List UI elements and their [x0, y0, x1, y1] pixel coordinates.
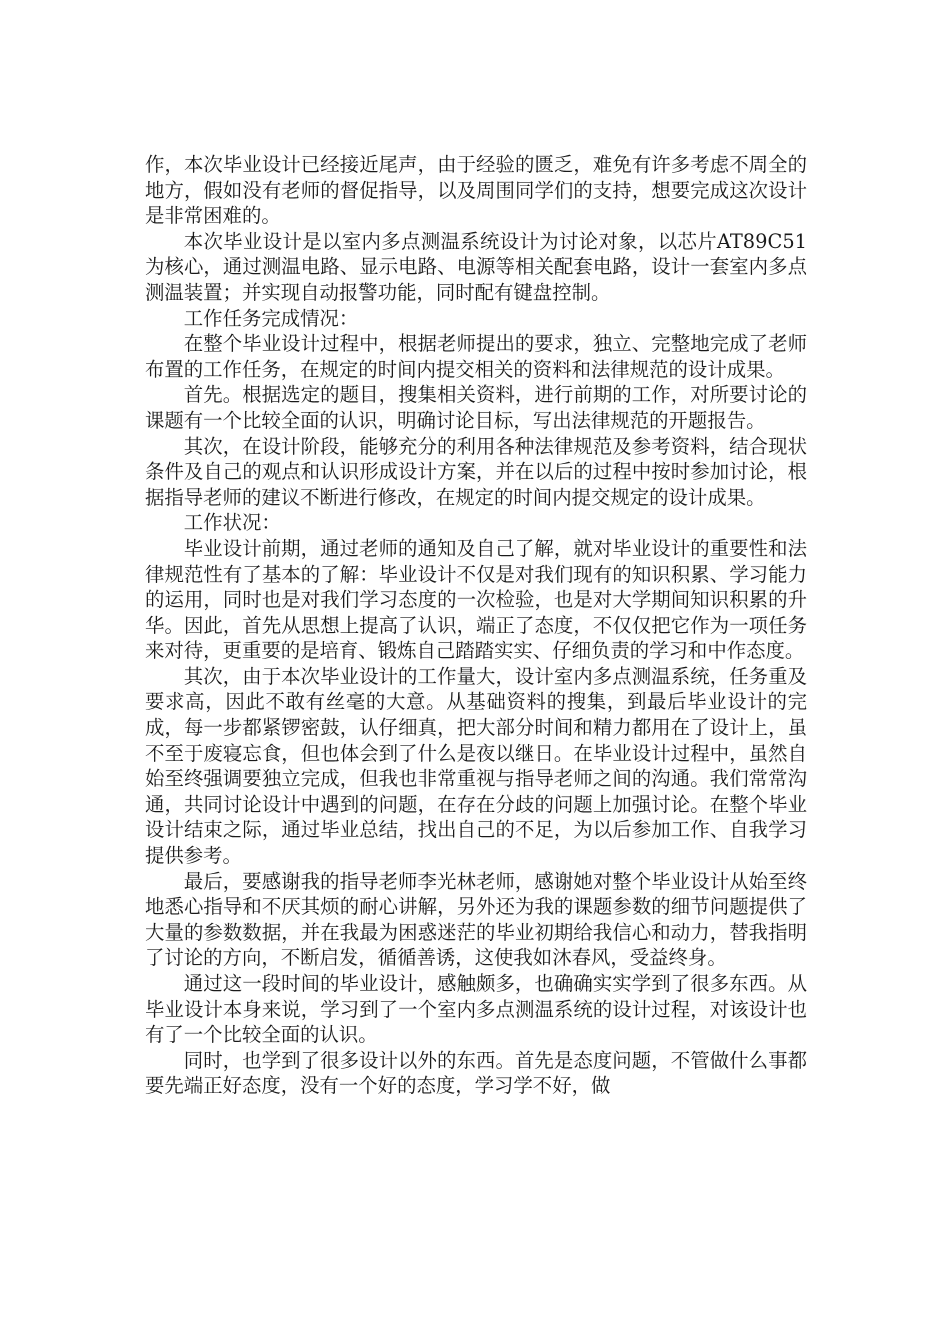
paragraph-task-completion: 在整个毕业设计过程中，根据老师提出的要求，独立、完整地完成了老师布置的工作任务，在规定的时间内提交相关的资料和法律规范的设计成果。 [145, 332, 807, 381]
paragraph-early-stage: 毕业设计前期，通过老师的通知及自己了解，就对毕业设计的重要性和法律规范性有了基本的了解：毕业设计不仅是对我们现有的知识积累、学习能力的运用，同时也是对我们学习态度的一次检验，也是对大学期间知识积累的升华。因此，首先从思想上提高了认识，端正了态度，不仅仅把它作为一项任务来对待，更重要的是培育、锻炼自己踏踏实实、仔细负责的学习和中作态度。 [145, 536, 807, 663]
paragraph-project-overview: 本次毕业设计是以室内多点测温系统设计为讨论对象，以芯片AT89C51为核心，通过测温电路、显示电路、电源等相关配套电路，设计一套室内多点测温装置；并实现自动报警功能，同时配有键盘控制。 [145, 229, 807, 304]
paragraph-first-step: 首先。根据选定的题目，搜集相关资料，进行前期的工作，对所要讨论的课题有一个比较全面的认识，明确讨论目标，写出法律规范的开题报告。 [145, 383, 807, 432]
paragraph-acknowledgement: 最后，要感谢我的指导老师李光林老师，感谢她对整个毕业设计从始至终地悉心指导和不厌其烦的耐心讲解，另外还为我的课题参数的细节问题提供了大量的参数数据，并在我最为困惑迷茫的毕业初期给我信心和动力，替我指明了讨论的方向，不断启发，循循善诱，这使我如沐春风，受益终身。 [145, 869, 807, 970]
paragraph-second-step: 其次，在设计阶段，能够充分的利用各种法律规范及参考资料，结合现状条件及自己的观点和认识形成设计方案，并在以后的过程中按时参加讨论，根据指导老师的建议不断进行修改，在规定的时间内提交规定的设计成果。 [145, 434, 807, 509]
document-body [145, 152, 807, 1099]
paragraph-attitude: 同时，也学到了很多设计以外的东西。首先是态度问题，不管做什么事都要先端正好态度，没有一个好的态度，学习学不好，做 [145, 1048, 807, 1098]
heading-task-completion: 工作任务完成情况： [183, 306, 359, 330]
heading-work-status: 工作状况： [183, 511, 281, 535]
paragraph-reflection: 通过这一段时间的毕业设计，感触颇多，也确确实实学到了很多东西。从毕业设计本身来说，学习到了一个室内多点测温系统的设计过程，对该设计也有了一个比较全面的认识。 [145, 972, 807, 1047]
paragraph-workload: 其次，由于本次毕业设计的工作量大，设计室内多点测温系统，任务重及要求高，因此不敢有丝毫的大意。从基础资料的搜集，到最后毕业设计的完成，每一步都紧锣密鼓，认仔细真，把大部分时间和精力都用在了设计上，虽不至于废寝忘食，但也体会到了什么是夜以继日。在毕业设计过程中，虽然自始至终强调要独立完成，但我也非常重视与指导老师之间的沟通。我们常常沟通，共同讨论设计中遇到的问题，在存在分歧的问题上加强讨论。在整个毕业设计结束之际，通过毕业总结，找出自己的不足，为以后参加工作、自我学习提供参考。 [145, 664, 807, 868]
paragraph-continuation: 作，本次毕业设计已经接近尾声，由于经验的匮乏，难免有许多考虑不周全的地方，假如没有老师的督促指导，以及周围同学们的支持，想要完成这次设计是非常困难的。 [145, 153, 807, 228]
